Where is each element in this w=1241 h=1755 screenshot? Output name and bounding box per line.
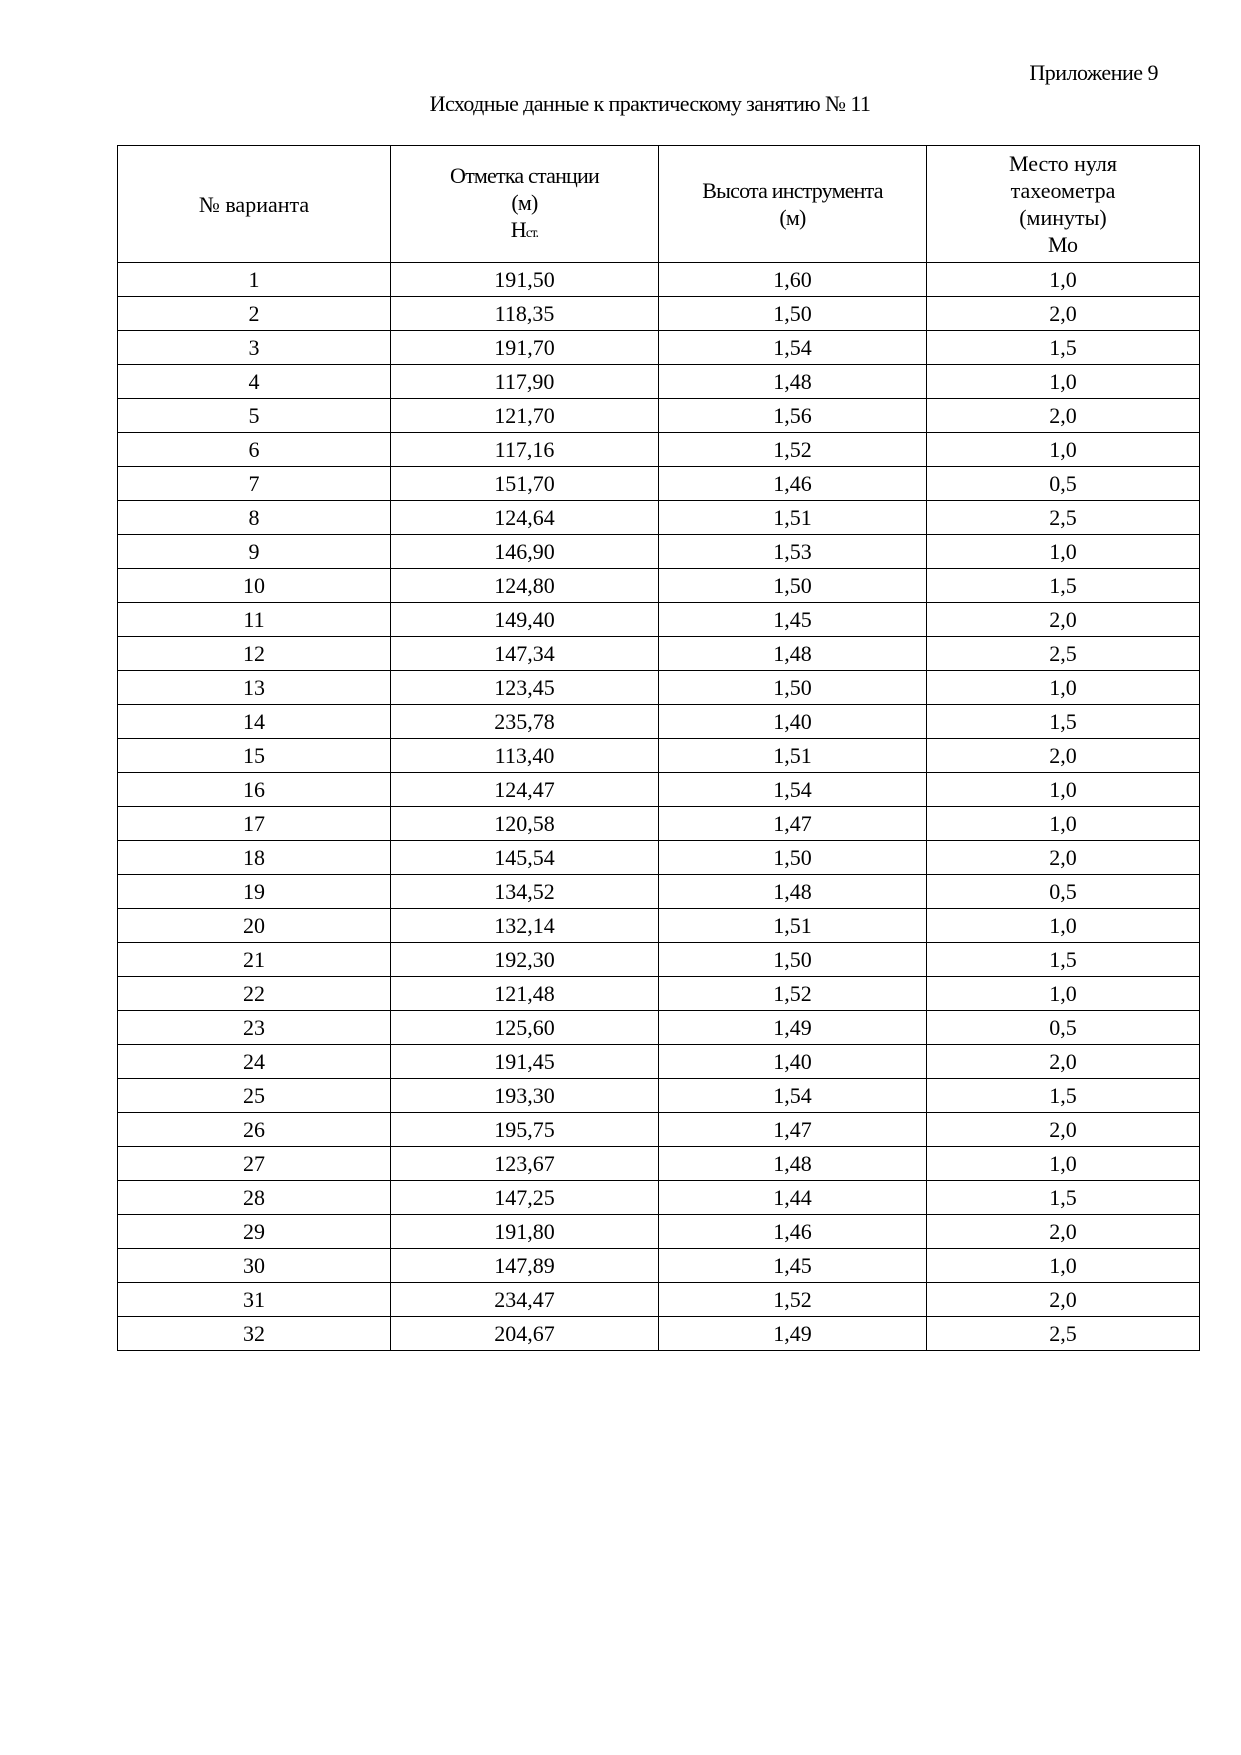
- cell-instrument-height: 1,45: [659, 603, 927, 637]
- cell-station-elevation: 234,47: [391, 1283, 659, 1317]
- cell-variant: 14: [118, 705, 391, 739]
- cell-variant: 30: [118, 1249, 391, 1283]
- cell-variant: 22: [118, 977, 391, 1011]
- cell-variant: 5: [118, 399, 391, 433]
- cell-zero-place: 2,5: [927, 501, 1200, 535]
- header-variant-label: № варианта: [198, 191, 310, 217]
- cell-instrument-height: 1,52: [659, 977, 927, 1011]
- cell-station-elevation: 121,48: [391, 977, 659, 1011]
- cell-variant: 2: [118, 297, 391, 331]
- variants-table: [117, 145, 1200, 1351]
- cell-zero-place: 1,0: [927, 773, 1200, 807]
- cell-instrument-height: 1,50: [659, 943, 927, 977]
- cell-station-elevation: 147,25: [391, 1181, 659, 1215]
- cell-zero-place: 1,5: [927, 1181, 1200, 1215]
- table-row: [118, 297, 1200, 331]
- cell-instrument-height: 1,44: [659, 1181, 927, 1215]
- cell-variant: 26: [118, 1113, 391, 1147]
- cell-variant: 1: [118, 263, 391, 297]
- cell-station-elevation: 123,45: [391, 671, 659, 705]
- cell-variant: 29: [118, 1215, 391, 1249]
- cell-zero-place: 1,5: [927, 705, 1200, 739]
- header-row: [118, 146, 1200, 263]
- header-station-elevation: [391, 146, 659, 263]
- cell-variant: 6: [118, 433, 391, 467]
- cell-zero-place: 0,5: [927, 467, 1200, 501]
- cell-station-elevation: 118,35: [391, 297, 659, 331]
- cell-instrument-height: 1,51: [659, 739, 927, 773]
- table-row: [118, 1181, 1200, 1215]
- cell-station-elevation: 149,40: [391, 603, 659, 637]
- cell-station-elevation: 120,58: [391, 807, 659, 841]
- table-body: [118, 263, 1200, 1351]
- table-row: [118, 467, 1200, 501]
- table-row: [118, 1011, 1200, 1045]
- table-header: [118, 146, 1200, 263]
- cell-zero-place: 1,0: [927, 535, 1200, 569]
- cell-zero-place: 1,0: [927, 1249, 1200, 1283]
- cell-station-elevation: 195,75: [391, 1113, 659, 1147]
- table-row: [118, 977, 1200, 1011]
- cell-instrument-height: 1,50: [659, 297, 927, 331]
- cell-instrument-height: 1,47: [659, 1113, 927, 1147]
- cell-zero-place: 2,0: [927, 1283, 1200, 1317]
- cell-zero-place: 2,5: [927, 1317, 1200, 1351]
- cell-instrument-height: 1,49: [659, 1317, 927, 1351]
- cell-instrument-height: 1,50: [659, 569, 927, 603]
- cell-variant: 19: [118, 875, 391, 909]
- table-row: [118, 433, 1200, 467]
- cell-instrument-height: 1,52: [659, 1283, 927, 1317]
- cell-zero-place: 1,0: [927, 671, 1200, 705]
- cell-instrument-height: 1,47: [659, 807, 927, 841]
- table-row: [118, 1045, 1200, 1079]
- cell-zero-place: 1,0: [927, 263, 1200, 297]
- table-row: [118, 1317, 1200, 1351]
- header-station-symbol: [391, 216, 658, 247]
- table-row: [118, 569, 1200, 603]
- cell-instrument-height: 1,54: [659, 773, 927, 807]
- cell-instrument-height: 1,53: [659, 535, 927, 569]
- cell-zero-place: 1,5: [927, 943, 1200, 977]
- cell-station-elevation: 191,50: [391, 263, 659, 297]
- cell-variant: 28: [118, 1181, 391, 1215]
- cell-instrument-height: 1,48: [659, 1147, 927, 1181]
- table-row: [118, 1079, 1200, 1113]
- cell-variant: 12: [118, 637, 391, 671]
- cell-station-elevation: 124,64: [391, 501, 659, 535]
- cell-instrument-height: 1,50: [659, 671, 927, 705]
- cell-station-elevation: 125,60: [391, 1011, 659, 1045]
- cell-variant: 8: [118, 501, 391, 535]
- table-row: [118, 1215, 1200, 1249]
- cell-station-elevation: 147,34: [391, 637, 659, 671]
- table-row: [118, 603, 1200, 637]
- table-row: [118, 671, 1200, 705]
- cell-variant: 23: [118, 1011, 391, 1045]
- cell-variant: 3: [118, 331, 391, 365]
- cell-instrument-height: 1,46: [659, 467, 927, 501]
- cell-variant: 9: [118, 535, 391, 569]
- cell-zero-place: 1,5: [927, 569, 1200, 603]
- table-row: [118, 501, 1200, 535]
- cell-zero-place: 2,0: [927, 399, 1200, 433]
- cell-zero-place: 1,0: [927, 909, 1200, 943]
- cell-zero-place: 2,0: [927, 1215, 1200, 1249]
- cell-instrument-height: 1,54: [659, 1079, 927, 1113]
- header-station-unit: (м): [511, 189, 538, 215]
- table-row: [118, 739, 1200, 773]
- table-row: [118, 365, 1200, 399]
- cell-variant: 15: [118, 739, 391, 773]
- cell-station-elevation: 191,70: [391, 331, 659, 365]
- cell-variant: 21: [118, 943, 391, 977]
- cell-station-elevation: 235,78: [391, 705, 659, 739]
- cell-variant: 24: [118, 1045, 391, 1079]
- cell-station-elevation: 192,30: [391, 943, 659, 977]
- table-row: [118, 1147, 1200, 1181]
- cell-instrument-height: 1,46: [659, 1215, 927, 1249]
- cell-station-elevation: 146,90: [391, 535, 659, 569]
- header-station-line1: Отметка станции: [450, 162, 599, 188]
- table-row: [118, 773, 1200, 807]
- cell-instrument-height: 1,54: [659, 331, 927, 365]
- cell-station-elevation: 193,30: [391, 1079, 659, 1113]
- cell-zero-place: 2,0: [927, 1045, 1200, 1079]
- cell-station-elevation: 134,52: [391, 875, 659, 909]
- header-zero-place: [927, 146, 1200, 263]
- cell-instrument-height: 1,52: [659, 433, 927, 467]
- cell-station-elevation: 124,80: [391, 569, 659, 603]
- header-zero-line4: Мо: [1047, 232, 1078, 257]
- cell-zero-place: 1,0: [927, 1147, 1200, 1181]
- cell-station-elevation: 204,67: [391, 1317, 659, 1351]
- table-row: [118, 943, 1200, 977]
- cell-station-elevation: 113,40: [391, 739, 659, 773]
- cell-zero-place: 0,5: [927, 1011, 1200, 1045]
- cell-instrument-height: 1,51: [659, 909, 927, 943]
- cell-instrument-height: 1,56: [659, 399, 927, 433]
- cell-station-elevation: 151,70: [391, 467, 659, 501]
- cell-zero-place: 1,0: [927, 977, 1200, 1011]
- cell-variant: 27: [118, 1147, 391, 1181]
- table-row: [118, 1283, 1200, 1317]
- cell-zero-place: 1,5: [927, 331, 1200, 365]
- cell-instrument-height: 1,40: [659, 705, 927, 739]
- cell-zero-place: 2,5: [927, 637, 1200, 671]
- cell-zero-place: 1,0: [927, 365, 1200, 399]
- cell-variant: 32: [118, 1317, 391, 1351]
- header-instrument-height: [659, 146, 927, 263]
- table-row: [118, 705, 1200, 739]
- cell-instrument-height: 1,60: [659, 263, 927, 297]
- table-row: [118, 263, 1200, 297]
- cell-zero-place: 2,0: [927, 297, 1200, 331]
- cell-zero-place: 1,5: [927, 1079, 1200, 1113]
- cell-station-elevation: 117,90: [391, 365, 659, 399]
- table-row: [118, 1249, 1200, 1283]
- cell-variant: 13: [118, 671, 391, 705]
- cell-station-elevation: 117,16: [391, 433, 659, 467]
- cell-variant: 7: [118, 467, 391, 501]
- appendix-label: Приложение 9: [1029, 60, 1158, 85]
- cell-station-elevation: 132,14: [391, 909, 659, 943]
- cell-instrument-height: 1,51: [659, 501, 927, 535]
- cell-instrument-height: 1,45: [659, 1249, 927, 1283]
- table-row: [118, 841, 1200, 875]
- cell-variant: 20: [118, 909, 391, 943]
- table-row: [118, 399, 1200, 433]
- cell-instrument-height: 1,48: [659, 365, 927, 399]
- table-row: [118, 637, 1200, 671]
- cell-zero-place: 1,0: [927, 807, 1200, 841]
- cell-station-elevation: 147,89: [391, 1249, 659, 1283]
- cell-variant: 31: [118, 1283, 391, 1317]
- cell-station-elevation: 191,45: [391, 1045, 659, 1079]
- header-station-symbol-sub: ст.: [525, 225, 539, 241]
- cell-zero-place: 2,0: [927, 739, 1200, 773]
- cell-zero-place: 2,0: [927, 603, 1200, 637]
- header-station-symbol-main: Н: [510, 216, 526, 242]
- cell-instrument-height: 1,40: [659, 1045, 927, 1079]
- cell-variant: 11: [118, 603, 391, 637]
- table-row: [118, 807, 1200, 841]
- cell-instrument-height: 1,48: [659, 875, 927, 909]
- cell-station-elevation: 145,54: [391, 841, 659, 875]
- cell-instrument-height: 1,50: [659, 841, 927, 875]
- cell-instrument-height: 1,49: [659, 1011, 927, 1045]
- header-zero-line3: (минуты): [1019, 205, 1107, 230]
- cell-station-elevation: 191,80: [391, 1215, 659, 1249]
- header-zero-line1: Место нуля: [1008, 151, 1118, 176]
- cell-variant: 4: [118, 365, 391, 399]
- header-height-unit: (м): [779, 205, 806, 230]
- header-zero-line2: тахеометра: [1010, 178, 1116, 203]
- cell-instrument-height: 1,48: [659, 637, 927, 671]
- cell-station-elevation: 121,70: [391, 399, 659, 433]
- table-row: [118, 909, 1200, 943]
- cell-station-elevation: 123,67: [391, 1147, 659, 1181]
- cell-variant: 10: [118, 569, 391, 603]
- table-row: [118, 535, 1200, 569]
- cell-variant: 25: [118, 1079, 391, 1113]
- header-height-line1: Высота инструмента: [702, 178, 883, 203]
- cell-zero-place: 1,0: [927, 433, 1200, 467]
- cell-zero-place: 0,5: [927, 875, 1200, 909]
- table-row: [118, 331, 1200, 365]
- cell-zero-place: 2,0: [927, 841, 1200, 875]
- cell-variant: 17: [118, 807, 391, 841]
- cell-zero-place: 2,0: [927, 1113, 1200, 1147]
- table-row: [118, 875, 1200, 909]
- header-variant-number: [118, 146, 391, 263]
- table-row: [118, 1113, 1200, 1147]
- document-title: Исходные данные к практическому занятию № 11: [429, 91, 871, 116]
- cell-variant: 16: [118, 773, 391, 807]
- cell-variant: 18: [118, 841, 391, 875]
- cell-station-elevation: 124,47: [391, 773, 659, 807]
